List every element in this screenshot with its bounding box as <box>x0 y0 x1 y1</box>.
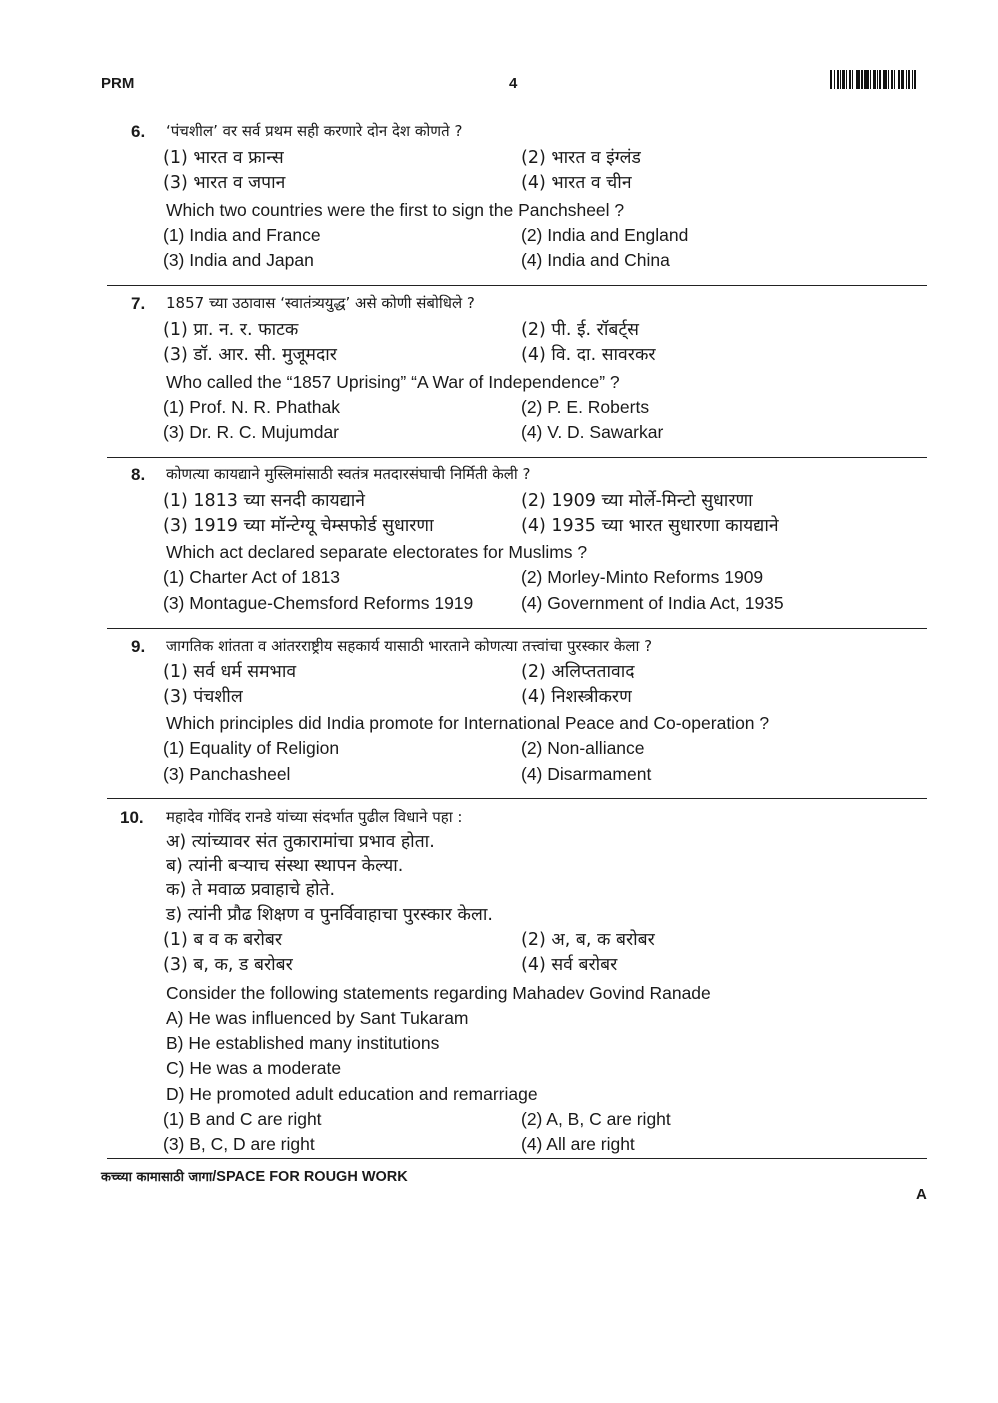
option-marathi: (1) सर्व धर्म समभाव <box>163 662 297 682</box>
option-marathi: (3) डॉ. आर. सी. मुजूमदार <box>163 345 337 365</box>
option-english: (4) Disarmament <box>521 764 652 784</box>
option-english: (3) Montague-Chemsford Reforms 1919 <box>163 593 474 613</box>
option-marathi: (3) 1919 च्या मॉन्टेग्यू चेम्सफोर्ड सुधारणा <box>163 516 434 536</box>
option-english: (2) A, B, C are right <box>521 1109 671 1129</box>
option-english: (3) India and Japan <box>163 250 314 270</box>
option-marathi: (1) प्रा. न. र. फाटक <box>163 320 299 340</box>
option-marathi: (2) अ, ब, क बरोबर <box>521 930 655 950</box>
paper-code: PRM <box>101 75 135 92</box>
option-marathi: (1) ब व क बरोबर <box>163 930 283 950</box>
option-english: (1) B and C are right <box>163 1109 322 1129</box>
option-marathi: (1) भारत व फ्रान्स <box>163 148 284 168</box>
question-text-english: Consider the following statements regarding Mahadev Govind Ranade <box>166 983 711 1003</box>
option-marathi: (3) भारत व जपान <box>163 173 286 193</box>
statement-marathi: क) ते मवाळ प्रवाहाचे होते. <box>166 880 336 900</box>
option-english: (4) All are right <box>521 1134 635 1154</box>
option-marathi: (3) ब, क, ड बरोबर <box>163 955 293 975</box>
option-english: (2) India and England <box>521 225 689 245</box>
option-english: (2) P. E. Roberts <box>521 397 650 417</box>
question-text-marathi: 1857 च्या उठावास ‘स्वातंत्र्ययुद्ध’ असे कोणी संबोधिले ? <box>166 294 475 312</box>
option-marathi: (2) पी. ई. रॉबर्ट्स <box>521 320 639 340</box>
question-text-marathi: कोणत्या कायद्याने मुस्लिमांसाठी स्वतंत्र मतदारसंघाची निर्मिती केली ? <box>166 465 531 483</box>
question-text-english: Which two countries were the first to sign the Panchsheel ? <box>166 200 625 220</box>
question-divider <box>107 457 927 458</box>
option-english: (3) Panchasheel <box>163 764 291 784</box>
question-text-english: Which principles did India promote for International Peace and Co-operation ? <box>166 713 770 733</box>
option-marathi: (4) वि. दा. सावरकर <box>521 345 656 365</box>
question-text-marathi: ‘पंचशील’ वर सर्व प्रथम सही करणारे दोन देश कोणते ? <box>166 122 463 140</box>
option-english: (1) Charter Act of 1813 <box>163 567 341 587</box>
statement-marathi: अ) त्यांच्यावर संत तुकारामांचा प्रभाव होता. <box>166 832 435 852</box>
question-number: 8. <box>131 465 146 484</box>
rough-work-marathi: कच्च्या कामासाठी जागा <box>101 1170 213 1185</box>
statement-marathi: ब) त्यांनी बऱ्याच संस्था स्थापन केल्या. <box>166 856 404 876</box>
question-number: 6. <box>131 122 146 141</box>
option-english: (4) India and China <box>521 250 670 270</box>
option-marathi: (3) पंचशील <box>163 687 243 707</box>
page-number: 4 <box>509 75 518 92</box>
option-marathi: (4) निशस्त्रीकरण <box>521 687 632 707</box>
rough-work-english: /SPACE FOR ROUGH WORK <box>212 1169 408 1185</box>
option-marathi: (4) सर्व बरोबर <box>521 955 618 975</box>
statement-english: C) He was a moderate <box>166 1058 342 1078</box>
question-number: 7. <box>131 294 146 313</box>
rough-work-label <box>101 1167 408 1185</box>
option-marathi: (2) भारत व इंग्लंड <box>521 148 641 168</box>
question-divider <box>107 628 927 629</box>
question-text-english: Which act declared separate electorates for Muslims ? <box>166 542 588 562</box>
statement-marathi: ड) त्यांनी प्रौढ शिक्षण व पुनर्विवाहाचा पुरस्कार केला. <box>166 905 493 925</box>
option-marathi: (4) भारत व चीन <box>521 173 632 193</box>
option-english: (2) Non-alliance <box>521 738 645 758</box>
question-text-english: Who called the “1857 Uprising” “A War of Independence” ? <box>166 372 620 392</box>
statement-english: B) He established many institutions <box>166 1033 440 1053</box>
option-english: (3) Dr. R. C. Mujumdar <box>163 422 339 442</box>
option-marathi: (1) 1813 च्या सनदी कायद्याने <box>163 491 365 511</box>
question-divider <box>107 798 927 799</box>
question-text-marathi: जागतिक शांतता व आंतरराष्ट्रीय सहकार्य यासाठी भारताने कोणत्या तत्त्वांचा पुरस्कार केला ? <box>166 637 653 655</box>
option-english: (1) Equality of Religion <box>163 738 340 758</box>
option-marathi: (2) 1909 च्या मोर्ले-मिन्टो सुधारणा <box>521 491 753 511</box>
option-english: (1) India and France <box>163 225 321 245</box>
question-text-marathi: महादेव गोविंद रानडे यांच्या संदर्भात पुढील विधाने पहा : <box>166 808 463 826</box>
option-marathi: (4) 1935 च्या भारत सुधारणा कायद्याने <box>521 516 779 536</box>
option-english: (4) Government of India Act, 1935 <box>521 593 784 613</box>
barcode <box>830 70 928 89</box>
question-number: 9. <box>131 637 146 656</box>
series-letter: A <box>916 1186 927 1203</box>
footer-divider <box>107 1158 927 1159</box>
option-english: (2) Morley-Minto Reforms 1909 <box>521 567 764 587</box>
question-number: 10. <box>120 808 144 827</box>
option-english: (3) B, C, D are right <box>163 1134 315 1154</box>
option-english: (1) Prof. N. R. Phathak <box>163 397 341 417</box>
option-english: (4) V. D. Sawarkar <box>521 422 664 442</box>
statement-english: A) He was influenced by Sant Tukaram <box>166 1008 469 1028</box>
option-marathi: (2) अलिप्ततावाद <box>521 662 635 682</box>
question-divider <box>107 285 927 286</box>
statement-english: D) He promoted adult education and remarriage <box>166 1084 538 1104</box>
